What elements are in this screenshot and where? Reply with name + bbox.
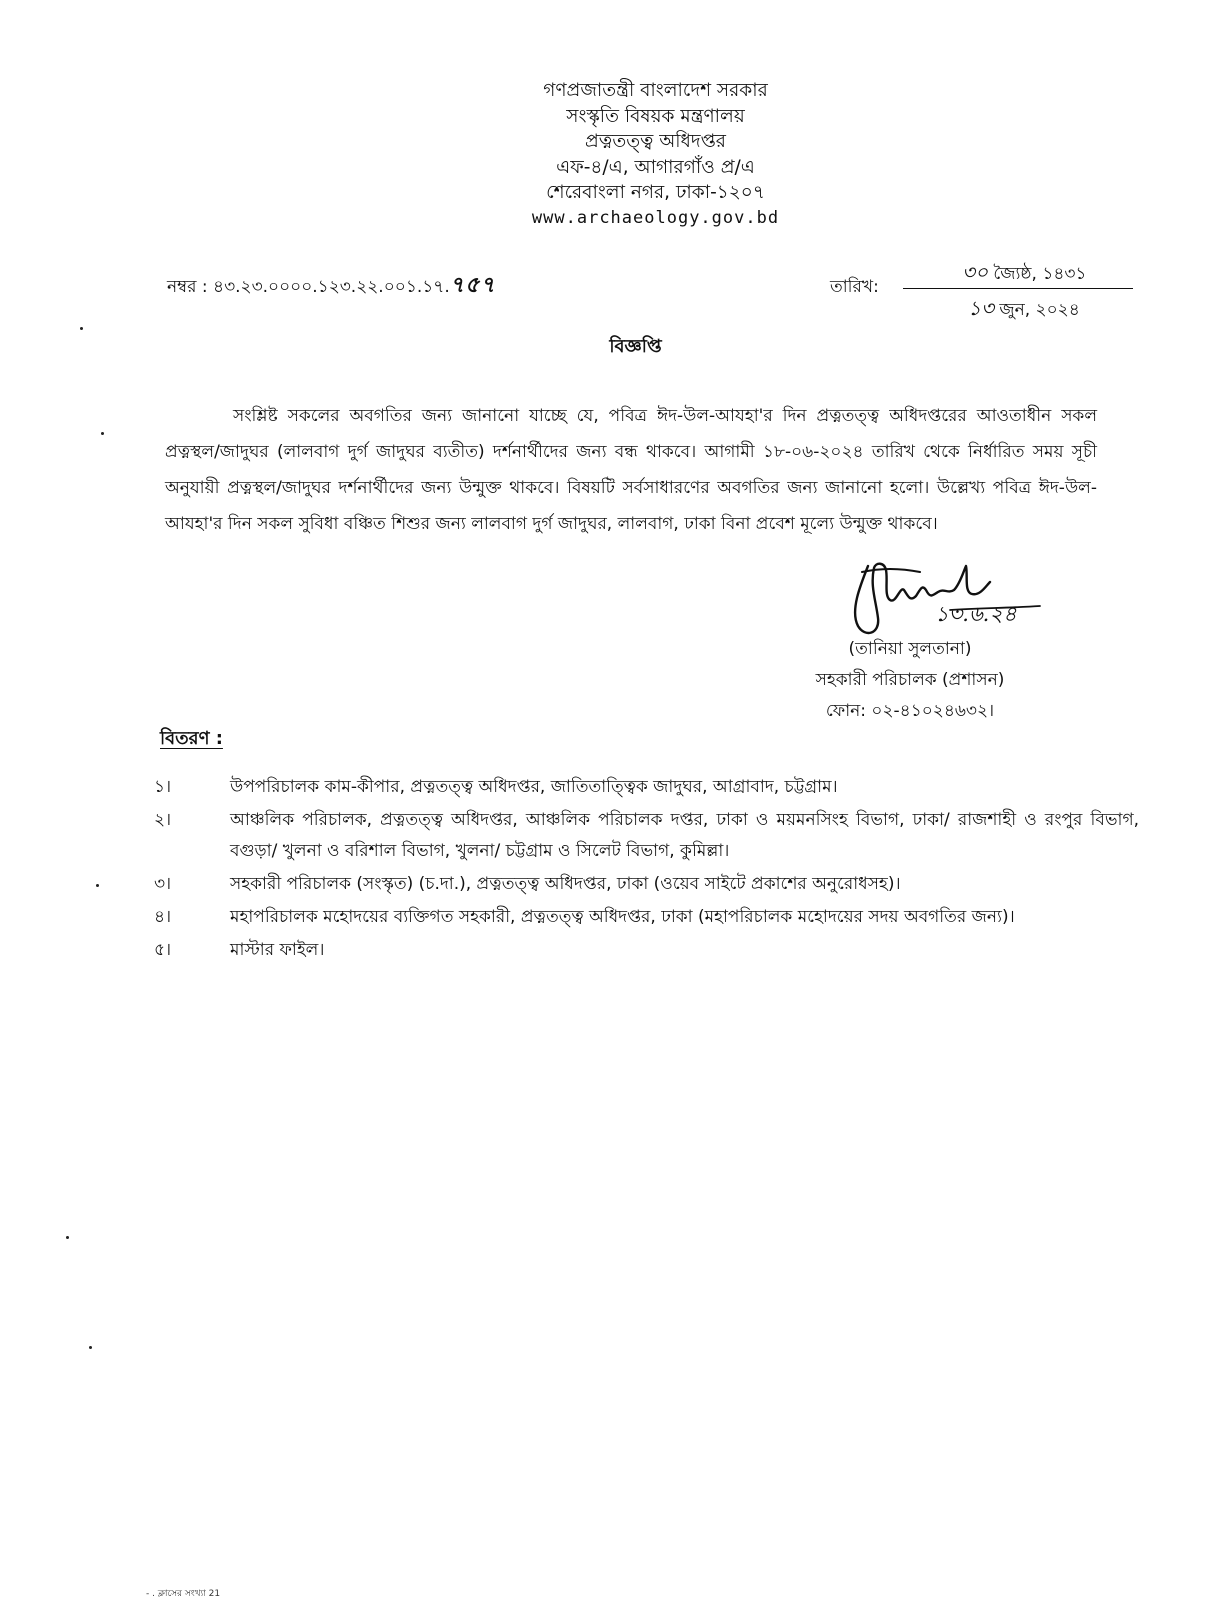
scan-speck (89, 1346, 92, 1349)
list-item (154, 869, 1139, 900)
date-english-month-year: জুন, ২০২৪ (993, 300, 1080, 320)
letterhead-line-address-1: এফ-৪/এ, আগারগাঁও প্র/এ (556, 156, 755, 178)
letterhead-line-address-2: শেরেবাংলা নগর, ঢাকা-১২০৭ (546, 182, 765, 203)
date-bengali (962, 258, 1086, 291)
list-item (154, 772, 1139, 803)
letterhead-website: www.archaeology.gov.bd (531, 207, 780, 228)
list-item-text: উপপরিচালক কাম-কীপার, প্রত্নতত্ত্ব অধিদপ্তর, জাতিতাত্ত্বিক জাদুঘর, আগ্রাবাদ, চট্টগ্রাম। (230, 777, 838, 797)
date-divider (903, 288, 1133, 289)
signatory-block (790, 634, 1030, 727)
notice-title: বিজ্ঞপ্তি (609, 336, 662, 357)
date-bengali-day: ৩০ (962, 260, 989, 284)
list-item-text: সহকারী পরিচালক (সংস্কৃত) (চ.দা.), প্রত্নতত্ত্ব অধিদপ্তর, ঢাকা (ওয়েব সাইটে প্রকাশের অনুরোধসহ)। (230, 874, 901, 894)
footer-scrawl: - . ক্লাসের সংখ্যা 21 (146, 1589, 221, 1599)
signatory-phone: ফোন: ০২-৪১০২৪৬৩২। (825, 701, 995, 721)
letterhead-line-ministry: সংস্কৃতি বিষয়ক মন্ত্রণালয় (566, 105, 745, 127)
list-item (154, 902, 1139, 933)
notice-body: সংশ্লিষ্ট সকলের অবগতির জন্য জানানো যাচ্ছে যে, পবিত্র ঈদ-উল-আযহা'র দিন প্রত্নতত্ত্ব অধিদপ্তরের আওতাধীন সকল প্রত্নস্থল/জাদুঘর (লালবাগ দুর্গ জাদুঘর ব্যতীত) দর্শনার্থীদের জন্য বন্ধ থাকবে। আগামী ১৮-০৬-২০২৪ তারিখ থেকে নির্ধারিত সময় সূচী অনুযায়ী প্রত্নস্থল/জাদুঘর দর্শনার্থীদের জন্য উন্মুক্ত থাকবে। বিষয়টি সর্বসাধারণের অবগতির জন্য জানানো হলো। উল্লেখ্য পবিত্র ঈদ-উল-আযহা'র দিন সকল সুবিধা বঞ্চিত শিশুর জন্য লালবাগ দুর্গ জাদুঘর, লালবাগ, ঢাকা বিনা প্রবেশ মূল্যে উন্মুক্ত থাকবে। (165, 406, 1097, 534)
memo-number-handwritten: ৭৫৭ (449, 272, 496, 298)
scan-speck (66, 1236, 69, 1239)
signatory-designation: সহকারী পরিচালক (প্রশাসন) (815, 670, 1005, 690)
letterhead-line-government: গণপ্রজাতন্ত্রী বাংলাদেশ সরকার (543, 80, 768, 101)
scan-speck (80, 327, 83, 330)
letterhead-line-department: প্রত্নতত্ত্ব অধিদপ্তর (585, 131, 726, 152)
date-english (968, 294, 1080, 327)
list-item-text: মহাপরিচালক মহোদয়ের ব্যক্তিগত সহকারী, প্রত্নতত্ত্ব অধিদপ্তর, ঢাকা (মহাপরিচালক মহোদয়ের সদয় অবগতির জন্য)। (230, 907, 1015, 927)
scan-speck (101, 432, 104, 435)
list-item-number: ৩। (154, 874, 172, 894)
date-english-day: ১৩ (968, 296, 994, 320)
list-item-text: আঞ্চলিক পরিচালক, প্রত্নতত্ত্ব অধিদপ্তর, আঞ্চলিক পরিচালক দপ্তর, ঢাকা ও ময়মনসিংহ বিভাগ, ঢাকা/ রাজশাহী ও রংপুর বিভাগ, বগুড়া/ খুলনা ও বরিশাল বিভাগ, খুলনা/ চট্টগ্রাম ও সিলেট বিভাগ, কুমিল্লা। (230, 810, 1139, 861)
date-label: তারিখ: (830, 277, 879, 297)
distribution-list (154, 772, 1139, 968)
memo-number (167, 268, 496, 305)
list-item (154, 805, 1139, 867)
date-bengali-month-year: জ্যৈষ্ঠ, ১৪৩১ (988, 264, 1087, 284)
scan-speck (96, 884, 99, 887)
list-item-number: ৪। (154, 907, 172, 927)
list-item (154, 935, 1139, 966)
signatory-name: (তানিয়া সুলতানা) (848, 639, 972, 659)
distribution-title: বিতরণ : (160, 728, 223, 749)
memo-number-prefix: নম্বর : ৪৩.২৩.০০০০.১২৩.২২.০০১.১৭. (167, 277, 450, 297)
list-item-number: ২। (154, 810, 172, 830)
list-item-number: ৫। (154, 940, 172, 960)
letterhead (0, 78, 1231, 231)
list-item-number: ১। (154, 777, 172, 797)
signature-date: ১৩.৬.২৪ (935, 602, 1017, 626)
list-item-text: মাস্টার ফাইল। (230, 940, 325, 960)
